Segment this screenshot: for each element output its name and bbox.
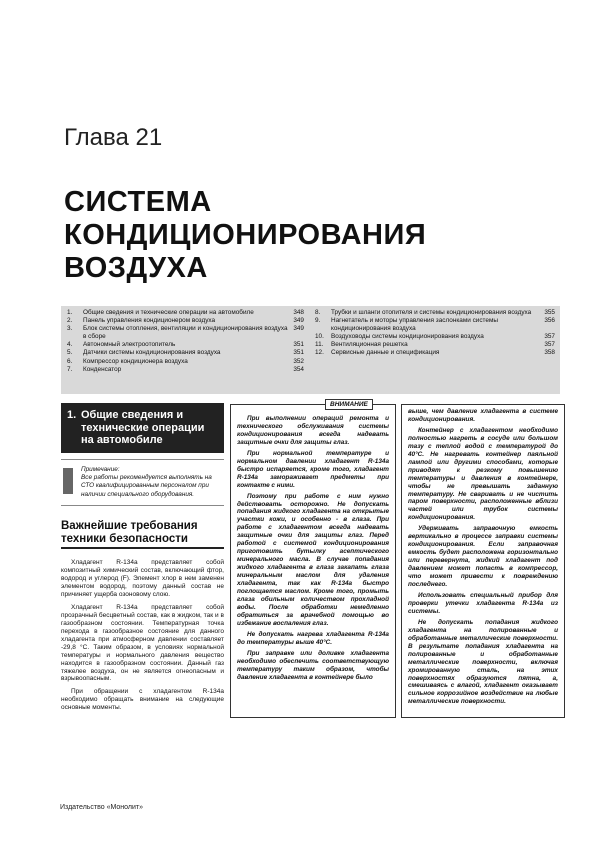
title-line: КОНДИЦИОНИРОВАНИЯ — [64, 219, 427, 251]
toc-num: 2. — [67, 317, 73, 325]
toc-text: Трубки и шланги отопителя и системы кондиционирования воздуха — [331, 309, 532, 316]
toc-item[interactable] — [315, 341, 555, 349]
toc-text: Автономный электроотопитель — [83, 341, 176, 349]
toc-text: Датчики системы кондиционирования воздуха — [83, 349, 221, 357]
toc-item[interactable] — [67, 325, 304, 341]
toc-page: 356 — [544, 317, 555, 325]
toc-text: Воздуховоды системы кондиционирования воздуха — [331, 333, 484, 341]
paragraph: Хладагент R-134a представляет собой прозрачный бесцветный состав, как в жидком, так и в газообразном состоянии. Температурная точка перехода в газообразное состояние для данного хладагента при атмосферном давлении составляет -29,8 °С. Таким образом, в условиях нормальной температуры и нормального давления вещество находится в газообразном состоянии. Данный газ тяжелее воздуха, он не является огнеопасным и взрывоопасным. — [61, 603, 224, 683]
toc-num: 11. — [315, 341, 324, 349]
toc-item[interactable] — [67, 317, 304, 325]
toc-item[interactable] — [67, 358, 304, 366]
section-title: Общие сведения и технические операции на автомобиле — [81, 409, 205, 446]
paragraph: Использовать специальный прибор для проверки утечки хладагента R-134a из системы. — [408, 591, 558, 615]
note-text: Все работы рекомендуется выполнять на СТО квалифицированным персоналом при наличии специального оборудования. — [81, 473, 212, 498]
toc-page: 351 — [293, 341, 304, 349]
toc-text: Общие сведения и технические операции на автомобиле — [83, 309, 254, 316]
toc-item[interactable] — [67, 309, 304, 317]
toc-text: Вентиляционная решетка — [331, 341, 408, 349]
paragraph: При заправке или доливке хладагента необходимо обеспечить соответствующую температуру таким образом, чтобы давление хладагента в контейнере было — [237, 649, 389, 681]
toc-page: 357 — [544, 333, 555, 341]
toc-item[interactable] — [315, 333, 555, 341]
toc-item[interactable] — [67, 366, 304, 374]
toc-num: 7. — [67, 365, 73, 373]
toc-text: Компрессор кондиционера воздуха — [83, 357, 188, 365]
toc-left-column — [67, 309, 304, 374]
toc-num: 12. — [315, 349, 324, 357]
paragraph: выше, чем давление хладагента в системе кондиционирования. — [408, 408, 558, 423]
toc-page: 349 — [293, 317, 304, 325]
toc-num: 1. — [67, 309, 73, 316]
paragraph: Поэтому при работе с ним нужно действовать осторожно. Не допускать попадания жидкого хладагента на открытые участки кожи, и особенно - в глаза. При работе с хладагентом всегда надевать защитные очки для защиты глаз. Перед работой с системой кондиционирования приготовить бутылку асептического минерального масла. В случае попадания жидкого хладагента в глаза закапать глаза минеральным маслом для удаления хладагента, так как R-134a быстро поглощается маслом. Кроме того, промыть глаза обильным количеством прохладной воды. После обработки немедленно обратиться за врачебной помощью во избежание воспаления глаз. — [237, 492, 389, 627]
toc-num: 3. — [67, 325, 73, 333]
toc-text: Нагнетатель и моторы управления заслонками системы кондиционирования воздуха — [331, 317, 498, 333]
toc-num: 5. — [67, 349, 73, 357]
toc-page: 354 — [293, 365, 304, 373]
toc-page: 352 — [293, 357, 304, 365]
toc-item[interactable] — [67, 349, 304, 357]
divider — [61, 547, 224, 549]
chapter-label: Глава 21 — [64, 124, 163, 151]
toc-item[interactable] — [315, 349, 555, 357]
toc-item[interactable] — [315, 309, 555, 317]
toc-num: 4. — [67, 341, 73, 349]
title-line: ВОЗДУХА — [64, 252, 208, 284]
body-text — [61, 559, 224, 712]
left-column — [61, 403, 224, 717]
toc-text: Панель управления кондиционером воздуха — [83, 317, 216, 325]
warning-text — [408, 408, 558, 709]
note-marker-icon — [63, 468, 73, 494]
toc-num: 9. — [315, 317, 321, 325]
note-label: Примечание: — [81, 465, 120, 473]
toc-text: Блок системы отопления, вентиляции и кондиционирования воздуха в сборе — [83, 325, 288, 341]
subsection-heading: Важнейшие требования техники безопасности — [61, 520, 198, 545]
note-block — [61, 459, 224, 507]
paragraph: При выполнении операций ремонта и технического обслуживания системы кондиционирования всегда надевать защитные очки для защиты глаз. — [237, 415, 389, 446]
paragraph: Не допускать попадания жидкого хладагента на полированные и обработанные металлические поверхности. В результате попадания хладагента на полированные и обработанные металлические поверхности, включая хромированную сталь, на этих поверхностях образуются пятна, а, смешиваясь с влагой, хладагент оказывает сильное коррозийное воздействие на любые металлические поверхности. — [408, 618, 558, 706]
toc-page: 349 — [293, 325, 304, 333]
toc-page: 348 — [293, 309, 304, 316]
toc-right-column — [315, 309, 555, 358]
paragraph: Удерживать заправочную емкость вертикально в процессе заправки системы кондиционирования. Если заправочная емкость будет расположена горизонтально или перевернута, жидкий хладагент под давлением может попасть в компрессор, что может привести к повреждению последнего. — [408, 525, 558, 589]
table-of-contents — [61, 306, 560, 394]
paragraph: Контейнер с хладагентом необходимо полностью нагреть в сосуде или большом тазу с теплой водой с температурой до 40°С. Не нагревать контейнер паяльной лампой или другими способами, которые приводят к резкому повышению температуры и давления в контейнере, чтобы не превышать заданную температуру. Не сваривать и не чистить паром поверхности, расположенные вблизи частей или трубок системы кондиционирования. — [408, 426, 558, 522]
toc-item[interactable] — [315, 317, 555, 333]
toc-page: 357 — [544, 341, 555, 349]
section-number: 1. — [67, 409, 77, 421]
chapter-title — [64, 186, 426, 285]
toc-text: Конденсатор — [83, 365, 122, 373]
toc-page: 358 — [544, 349, 555, 357]
paragraph: При обращении с хладагентом R-134a необходимо обращать внимание на следующие основные моменты. — [61, 688, 224, 712]
toc-text: Сервисные данные и спецификация — [331, 349, 440, 357]
warning-box-continued — [401, 404, 565, 718]
toc-page: 355 — [544, 309, 555, 316]
paragraph: При нормальной температуре и нормальном давлении хладагент R-134a быстро испаряется, кроме того, хладагент R-134a замораживает предметы при контакте с ними. — [237, 449, 389, 489]
paragraph: Хладагент R-134a представляет собой композитный химический состав, включающий фтор, водород и углерод (F). Элемент хлор в нем заменен элементом водород, поэтому данный состав не причиняет ущерба озоновому слою. — [61, 559, 224, 598]
section-heading — [61, 403, 224, 453]
publisher-footer: Издательство «Монолит» — [60, 804, 144, 811]
toc-item[interactable] — [67, 341, 304, 349]
toc-page: 351 — [293, 349, 304, 357]
paragraph: Не допускать нагрева хладагента R-134a до температуры выше 40°С. — [237, 630, 389, 646]
warning-text — [237, 415, 389, 685]
toc-num: 8. — [315, 309, 321, 316]
title-line: СИСТЕМА — [64, 186, 212, 218]
warning-label: ВНИМАНИЕ — [325, 399, 373, 410]
warning-box — [230, 401, 396, 718]
toc-num: 10. — [315, 333, 324, 341]
toc-num: 6. — [67, 357, 73, 365]
